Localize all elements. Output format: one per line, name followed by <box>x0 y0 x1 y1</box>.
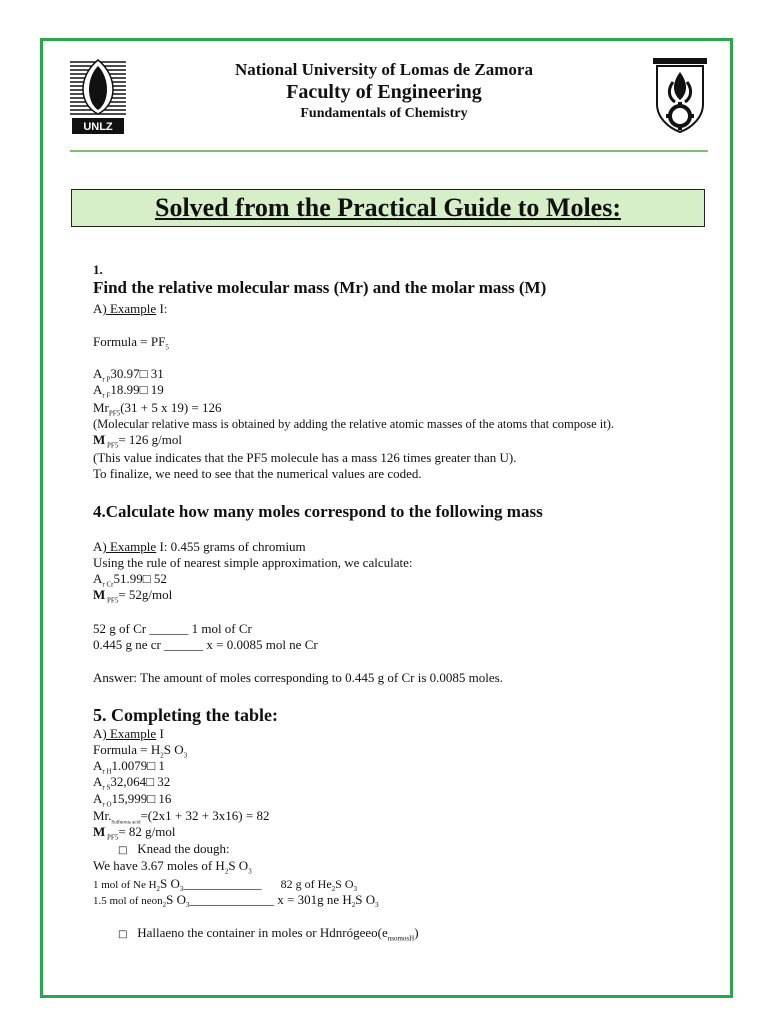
section4-ar-cr: $A_{r Cr}51.99□$ 52 <box>93 571 167 589</box>
section5-example: A) Example I <box>93 726 164 741</box>
section1-mr: $Mr_{PF5}(31 + 5$ x 19) = 126 <box>93 400 222 418</box>
section4-answer: Answer: The amount of moles corresponding to 0.445 g of Cr is 0.0085 moles. <box>93 670 503 685</box>
section5-formula: Formula = $H_2S$ $O_3$ <box>93 742 188 760</box>
section5-ar-h: $A_{r H}1.0079□$ 1 <box>93 758 165 776</box>
section5-ar-o: $A_{r O}15,999□$ 16 <box>93 791 172 809</box>
section5-bullet1: □ Knead the dough: <box>118 841 230 856</box>
section5-molar-mass: M $_{PF5}$= 82 g/mol <box>93 824 176 842</box>
unlz-logo-text: UNLZ <box>83 121 113 133</box>
section1-example: A) Example I: <box>93 301 168 316</box>
section5-mr: $Mr._{Sulfurous acid}=(2x1 + 32 + 3x16) = 82$ <box>93 808 270 826</box>
section4-molar-mass: M $_{PF5}$= 52g/mol <box>93 587 173 605</box>
square-bullet-icon: □ <box>118 845 128 856</box>
section4-rule1: 52 g of Cr ______ 1 mol of Cr <box>93 621 252 636</box>
section4-heading: 4.Calculate how many moles correspond to the following mass <box>93 502 543 521</box>
section5-bullet2: □ Hallaeno the container in moles or $Hdnrógeeo(e_{nsomosH})$ <box>118 925 419 943</box>
section1-note1: (Molecular relative mass is obtained by adding the relative atomic masses of the atoms that compose it). <box>93 417 615 431</box>
section4-rule2: 0.445 g ne cr ______ x = 0.0085 mol ne Cr <box>93 637 318 652</box>
section1-note3: To finalize, we need to see that the numerical values are coded. <box>93 466 422 481</box>
section1-ar-p: $A_{r P}30.97□$ 31 <box>93 366 164 384</box>
section1-molar-mass: M $_{PF5}$= 126 g/mol <box>93 432 182 450</box>
square-bullet-icon: □ <box>118 929 128 940</box>
section1-heading: Find the relative molecular mass (Mr) and the molar mass (M) <box>93 278 547 297</box>
section5-ar-s: $A_{r S}32,064□$ 32 <box>93 774 171 792</box>
header-divider <box>70 150 708 152</box>
section5-row1: 1 mol of Ne $H_2S$ $O_3\_\_\_\_\_\_\_\_\_\_\_\_$ 82 g of $He_2S$ $O_3$ <box>93 876 358 894</box>
page-title: Solved from the Practical Guide to Moles: <box>155 193 621 222</box>
university-name: National University of Lomas de Zamora <box>235 60 533 79</box>
section5-have: We have 3.67 moles of $H_2S$ $O_3$ <box>93 858 252 876</box>
section1-number: 1. <box>93 262 103 277</box>
faculty-name: Faculty of Engineering <box>286 81 482 103</box>
section5-heading: 5. Completing the table: <box>93 705 278 725</box>
section4-example: A) Example I: 0.455 grams of chromium <box>93 539 306 554</box>
section4-line1: Using the rule of nearest simple approximation, we calculate: <box>93 555 413 570</box>
title-box <box>71 189 705 227</box>
course-name: Fundamentals of Chemistry <box>300 106 468 121</box>
section5-row2: 1.5 mol of neon$_2$S $O_3\_\_\_\_\_\_\_\_\_\_\_\_\_$ x = 301g ne $H_2S$ $O_3$ <box>93 892 379 910</box>
section1-formula: Formula = $PF_5$ <box>93 334 169 352</box>
section1-ar-f: $A_{r F}18.99□$ 19 <box>93 382 164 400</box>
section1-note2: (This value indicates that the PF5 molecule has a mass 126 times greater than U). <box>93 450 517 465</box>
